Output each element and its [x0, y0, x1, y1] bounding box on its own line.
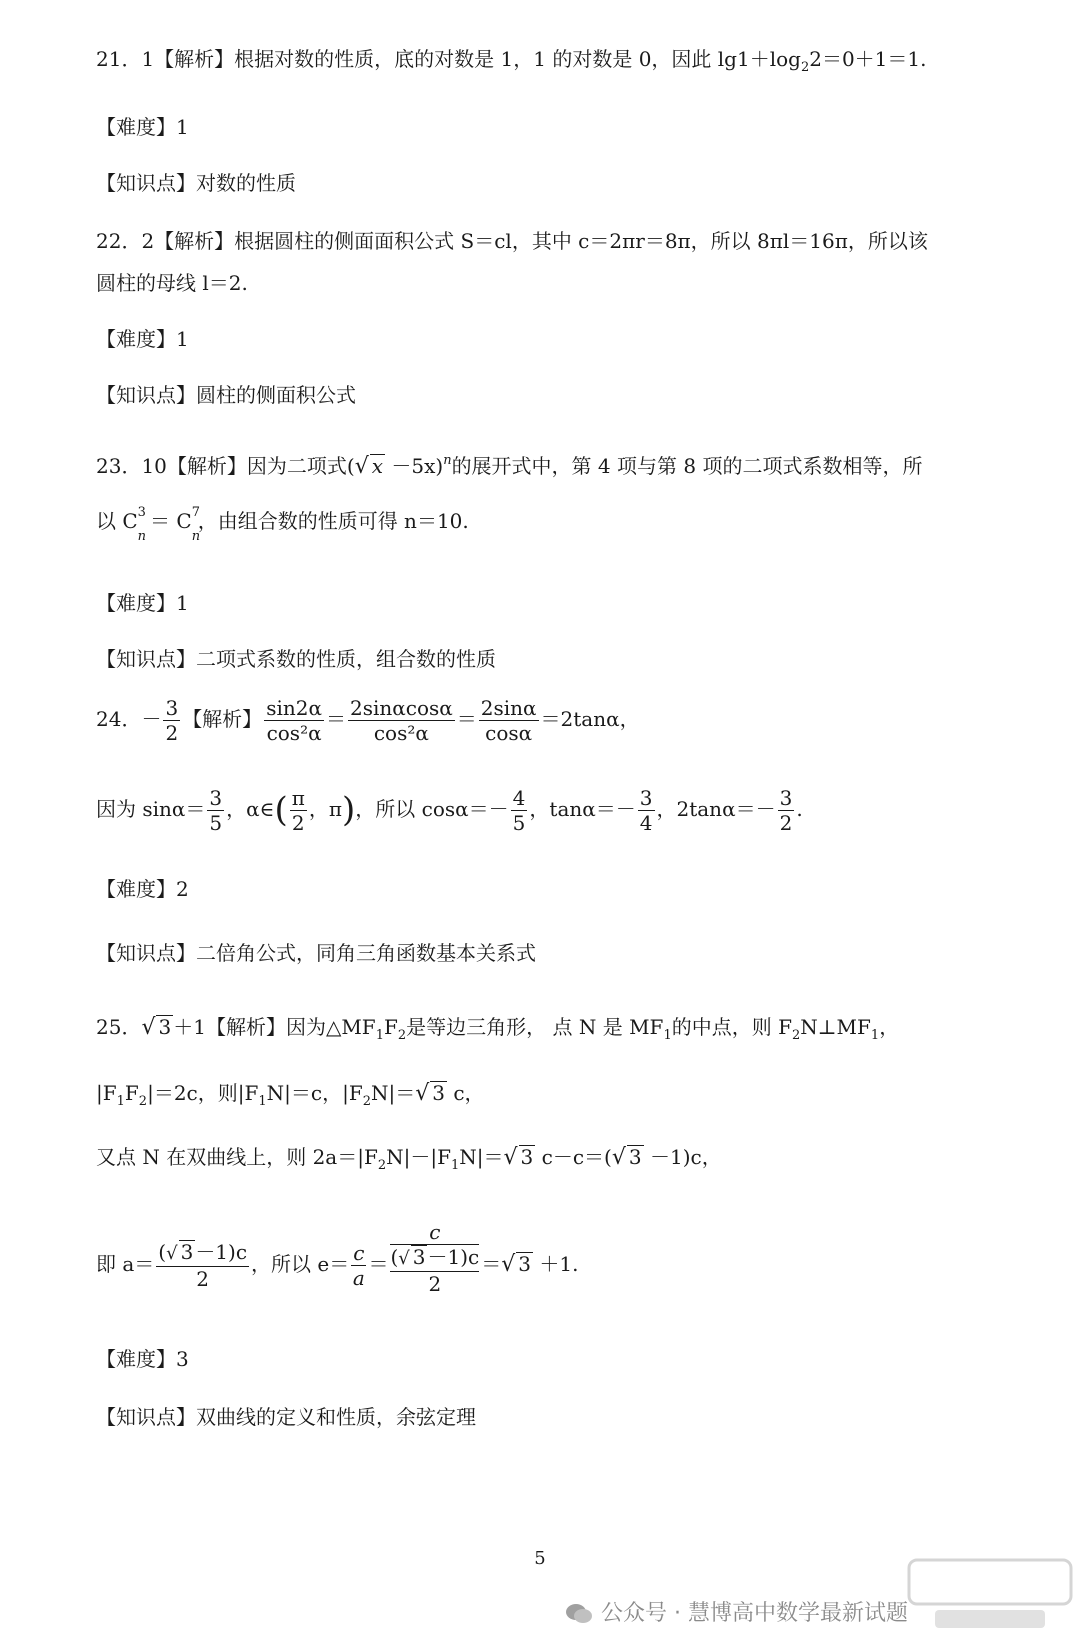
combination-c-n-3: C 3 n [122, 505, 147, 544]
q22-knowledge: 【知识点】圆柱的侧面积公式 [96, 383, 356, 407]
q24-answer-line2: 因为 sinα＝ $\frac{3}{5}$ ，α∈( $\frac{\pi}{2}$ ，π)，所以 cosα＝－ $\frac{4}{5}$ ，tanα＝－ $\frac{3}{4}$ ，2tanα＝－ $\frac{3}{2}$ . [96, 786, 803, 835]
fraction-c-over-a: $\frac{c}{a}$ [352, 1241, 365, 1290]
fraction-double-angle: $\frac{2\sin\alpha\cos\alpha}{\text{cos²α}}$ [349, 696, 453, 745]
combination-c-n-7: C 7 n [176, 505, 201, 544]
q23-difficulty: 【难度】1 [96, 591, 189, 615]
q25-difficulty: 【难度】3 [96, 1347, 189, 1371]
q22-answer-line2: 圆柱的母线 l＝2. [96, 271, 248, 295]
q24-answer-line1: 24．－ $\frac{3}{2}$ 【解析】 $\frac{\sin 2\alpha}{\text{cos²α}}$ ＝ $\frac{2\sin\alpha\cos\alpha}{\text{cos²α}}$ ＝ $\frac{2\sin\alpha}{\cos\alpha}$ ＝2tanα， [96, 696, 640, 745]
fraction-sin2a-over-cos2a: $\frac{\sin 2\alpha}{\text{cos²α}}$ [266, 696, 322, 745]
q25-knowledge: 【知识点】双曲线的定义和性质，余弦定理 [96, 1405, 476, 1429]
q23-answer-line2: 以 C 3 n ＝ C 7 n ，由组合数的性质可得 n＝10. [96, 505, 469, 544]
fraction-sin-value: $\frac{3}{5}$ [209, 786, 223, 835]
fraction-cos-value: $\frac{4}{5}$ [512, 786, 526, 835]
fraction-2tan-value: $\frac{3}{2}$ [779, 786, 793, 835]
q22-answer-line1: 22．2【解析】根据圆柱的侧面面积公式 S＝cl，其中 c＝2πr＝8π，所以 8πl＝16π，所以该 [96, 229, 928, 253]
q21-difficulty: 【难度】1 [96, 115, 189, 139]
q21-answer: 21．1【解析】根据对数的性质，底的对数是 1，1 的对数是 0，因此 $\lg 1+\log_22=0+1=1$. [96, 47, 927, 75]
q25-answer-line4: 即 a＝ $\frac{(√ 3 -1)c}{2}$ ，所以 e＝ $\frac{c}{a}$ ＝ c (√ 3 －1)c 2 ＝√ 3 ＋1. [96, 1220, 579, 1296]
q24-difficulty: 【难度】2 [96, 877, 189, 901]
q21-knowledge: 【知识点】对数的性质 [96, 171, 296, 195]
page-number: 5 [534, 1548, 546, 1569]
fraction-a-value: $\frac{(√ 3 -1)c}{2}$ [158, 1240, 248, 1291]
q22-difficulty: 【难度】1 [96, 327, 189, 351]
fraction-compound: c (√ 3 －1)c 2 [390, 1220, 480, 1296]
watermark: 公众号 · 慧博高中数学最新试题 [565, 1596, 908, 1627]
q25-answer-line1: 25．√ 3 ＋1【解析】因为$\triangle MF_1F_2$是等边三角形， 点 N 是 $MF_1$的中点，则 $F_2N\perp MF_1$， [96, 1015, 900, 1043]
fraction-tan-value: $\frac{3}{4}$ [639, 786, 653, 835]
fraction-pi-over-2: $\frac{\pi}{2}$ [291, 786, 305, 835]
q25-answer-line3: 又点 N 在双曲线上，则 $2a=|F_2N|-|F_1N|=√$ 3 c－c＝(√ 3 －1)c， [96, 1145, 722, 1173]
site-logo-icon [905, 1556, 1075, 1634]
wechat-icon [565, 1603, 593, 1625]
q24-knowledge: 【知识点】二倍角公式，同角三角函数基本关系式 [96, 941, 536, 965]
q23-answer-line1: 23．10【解析】因为二项式(√ x －5x)$^n$的展开式中，第 4 项与第 8 项的二项式系数相等，所 [96, 453, 923, 479]
q25-answer-line2: $|F_1F_2|=2c$，则$|F_1N|=c$，$|F_2N|=√$ 3 c， [96, 1081, 485, 1109]
q23-knowledge: 【知识点】二项式系数的性质，组合数的性质 [96, 647, 496, 671]
fraction-simplified: $\frac{2\sin\alpha}{\cos\alpha}$ [480, 696, 537, 745]
sqrt-symbol: √ [354, 454, 369, 479]
answer-fraction: $\frac{3}{2}$ [165, 696, 179, 745]
